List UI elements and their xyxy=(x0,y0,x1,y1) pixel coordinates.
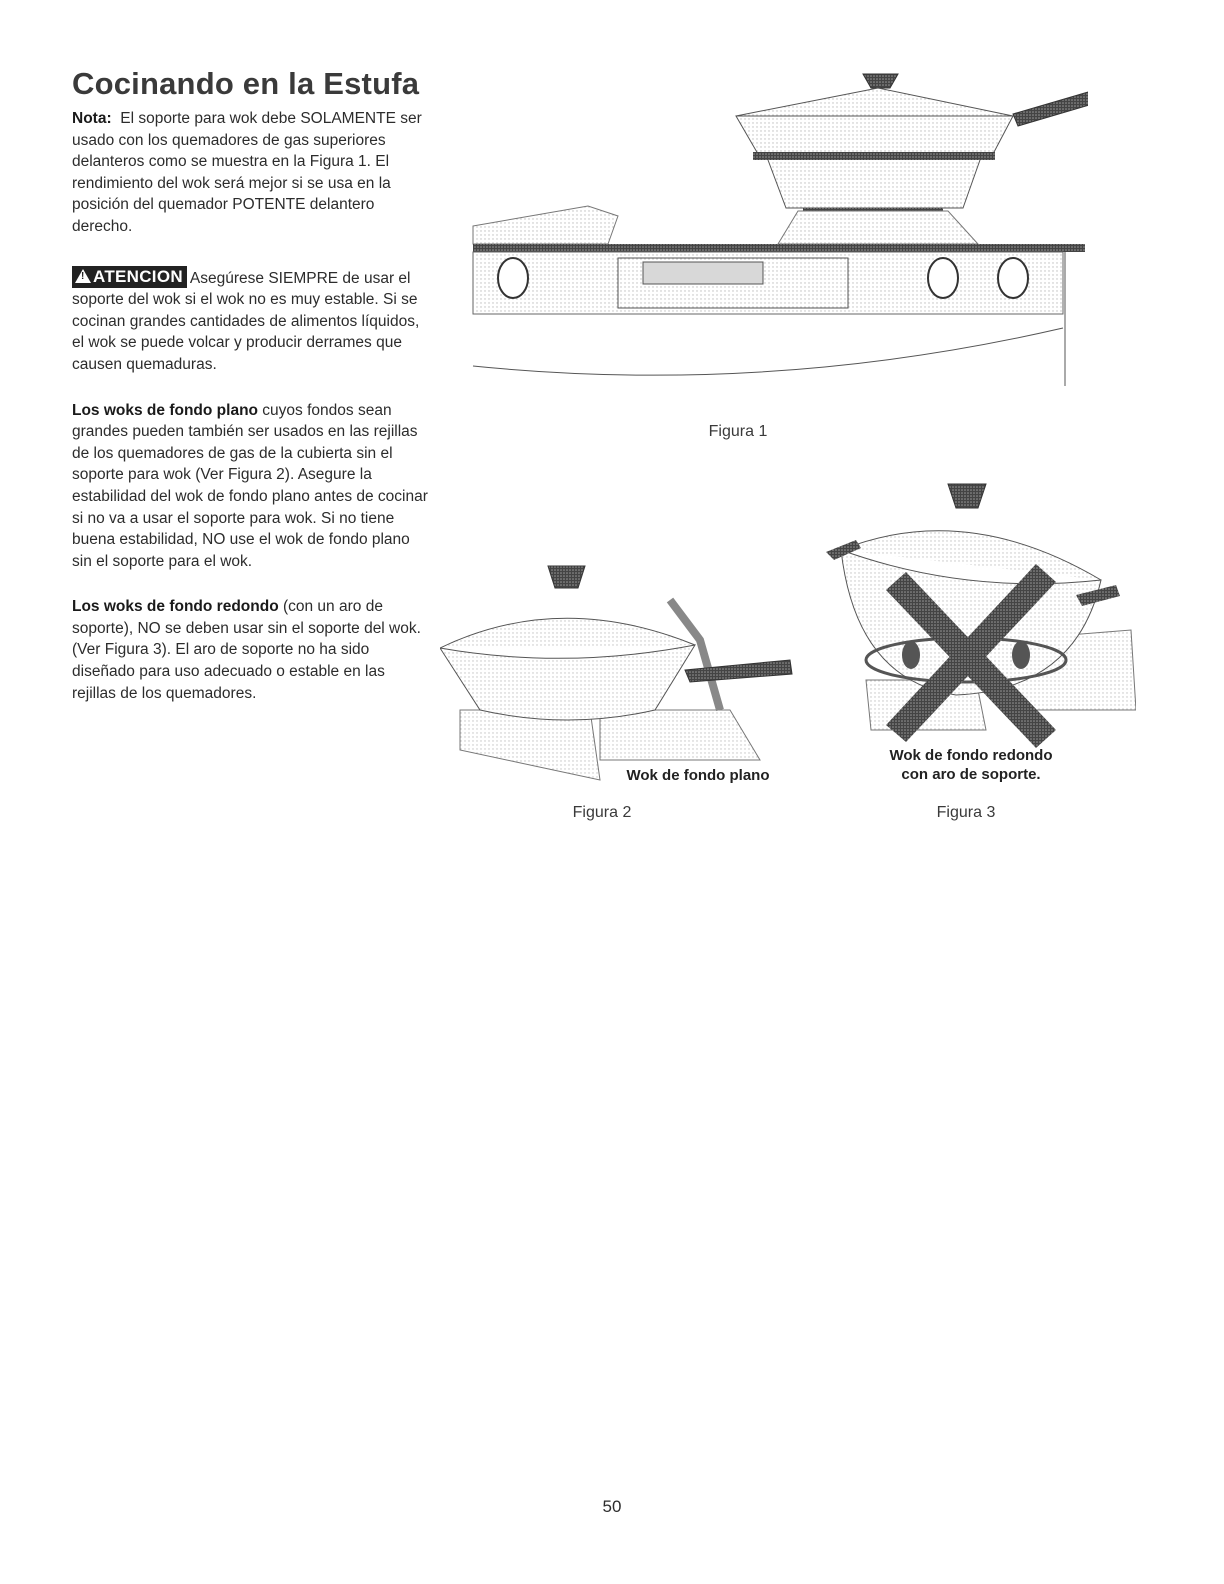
round-wok-body: (con un aro de soporte), NO se deben usar sin el soporte del wok. (Ver Figura 3). El aro de soporte no ha sido diseñado para uso adecuado o estable en las rejillas de los quemadores. xyxy=(72,598,421,702)
figure-3-label-line1: Wok de fondo redondo xyxy=(889,747,1053,764)
warning-body: Asegúrese SIEMPRE de usar el soporte del wok si el wok no es muy estable. Si se cocinan grandes cantidades de alimentos líquidos, el wok se puede volcar y producir derrames que causen quemaduras. xyxy=(72,269,420,373)
figure-2-caption: Figura 2 xyxy=(572,804,632,821)
stove-wok-drawing xyxy=(468,66,1088,396)
figure-3-wok-label xyxy=(846,746,1096,784)
flat-wok-drawing xyxy=(440,560,800,790)
figure-1-illustration xyxy=(468,66,1088,396)
round-wok-drawing xyxy=(826,480,1136,750)
note-label: Nota: xyxy=(72,110,112,127)
warning-paragraph xyxy=(72,266,428,376)
note-paragraph xyxy=(72,108,428,238)
figure-3-illustration xyxy=(826,480,1136,750)
round-wok-paragraph xyxy=(72,596,428,704)
figure-2-illustration xyxy=(440,560,800,790)
round-wok-label: Los woks de fondo redondo xyxy=(72,598,279,616)
warning-badge-label: ATENCION xyxy=(93,266,183,286)
flat-wok-label: Los woks de fondo plano xyxy=(72,401,258,419)
page-number: 50 xyxy=(602,1497,622,1516)
figure-1-caption: Figura 1 xyxy=(708,423,768,440)
figure-2-wok-label: Wok de fondo plano xyxy=(626,767,770,784)
text-column xyxy=(72,108,428,704)
flat-wok-body: cuyos fondos sean grandes pueden también ser usados en las rejillas de los quemadores de gas de la cubierta sin el soporte para wok (Ver Figura 2). Asegure la estabilidad del wok de fondo plano antes de cocinar si no va a usar el soporte para wok. Si no tiene buena estabilidad, NO use el wok de fondo plano sin el soporte para el wok. xyxy=(72,401,428,570)
figure-3-label-line2: con aro de soporte. xyxy=(901,766,1041,783)
flat-wok-paragraph xyxy=(72,400,428,573)
figure-3-caption: Figura 3 xyxy=(936,804,996,821)
page-title: Cocinando en la Estufa xyxy=(72,66,420,101)
warning-badge xyxy=(72,266,187,288)
warning-triangle-icon xyxy=(75,269,91,283)
note-body: El soporte para wok debe SOLAMENTE ser usado con los quemadores de gas superiores delanteros como se muestra en la Figura 1. El rendimiento del wok será mejor si se usa en la posición del quemador POTENTE delantero derecho. xyxy=(72,110,422,235)
